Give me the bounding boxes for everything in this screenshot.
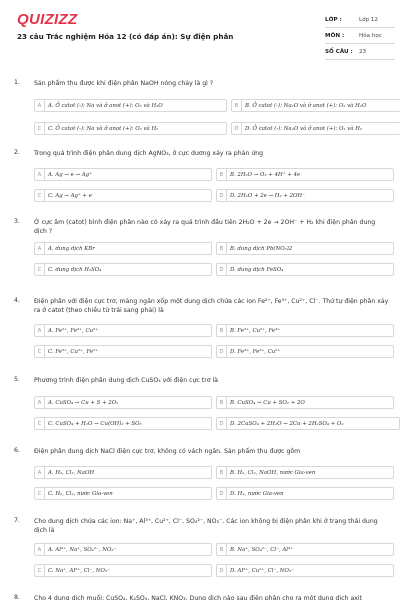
option-text: B. Ở catot (-): Na₂O và ở anot (+): O₂ và H₂O bbox=[245, 102, 367, 109]
option-d[interactable] bbox=[216, 564, 394, 577]
question-text: Cho 4 dung dịch muối: CuSO₄, K₂SO₄, NaCl, KNO₃. Dung dịch nào sau điện phân cho ra một dung dịch axit bbox=[34, 595, 363, 600]
option-text: A. Ag → e → Ag⁺ bbox=[48, 171, 92, 178]
meta-row-grade bbox=[325, 12, 395, 28]
question-text: Phương trình điện phân dung dịch CuSO₄ với điện cực trơ là bbox=[34, 377, 219, 384]
option-d[interactable] bbox=[216, 345, 394, 358]
option-b[interactable] bbox=[216, 242, 394, 255]
option-text: C. CuSO₄ + H₂O → Cu(OH)₂ + SO₃ bbox=[48, 420, 142, 427]
option-d[interactable] bbox=[216, 189, 394, 202]
option-a[interactable] bbox=[34, 242, 212, 255]
meta-row-count bbox=[325, 44, 395, 60]
option-b[interactable] bbox=[216, 466, 394, 479]
meta-info-table bbox=[325, 12, 395, 60]
option-text: A. dung dịch KBr bbox=[48, 245, 95, 252]
question-text: Sản phẩm thu được khi điện phân NaOH nóng chảy là gì ? bbox=[34, 80, 214, 87]
option-text: D. 2CuSO₄ + 2H₂O → 2Cu + 2H₂SO₄ + O₂ bbox=[230, 420, 344, 427]
option-letter: D bbox=[232, 123, 242, 134]
meta-value: Lớp 12 bbox=[359, 16, 378, 23]
option-text: B. CuSO₄ → Cu + SO₂ + 2O bbox=[230, 399, 305, 406]
option-text: C. Fe³⁺, Cu²⁺, Fe²⁺ bbox=[48, 348, 99, 355]
option-b[interactable] bbox=[216, 396, 394, 409]
option-letter: B bbox=[232, 100, 242, 111]
option-a[interactable] bbox=[34, 543, 212, 556]
option-text: B. 2H₂O → O₂ + 4H⁺ + 4e bbox=[230, 171, 301, 178]
question-number: 6. bbox=[14, 447, 20, 454]
meta-value: Hóa học bbox=[359, 32, 382, 39]
option-text: C. Na⁺, Al³⁺, Cl⁻, NO₃⁻ bbox=[48, 567, 110, 574]
question-number: 4. bbox=[14, 297, 20, 304]
option-text: C. Ở catot (-): Na và ở anot (+): O₂ và H₂ bbox=[48, 125, 159, 132]
option-text: B. dung dịch Pb(NO₃)2 bbox=[230, 245, 293, 252]
question-8 bbox=[0, 593, 400, 600]
option-letter: B bbox=[217, 544, 227, 555]
option-d[interactable] bbox=[216, 487, 394, 500]
option-a[interactable] bbox=[34, 466, 212, 479]
option-letter: C bbox=[35, 264, 45, 275]
option-letter: C bbox=[35, 190, 45, 201]
option-text: C. dung dịch H₂SO₄ bbox=[48, 266, 102, 273]
question-text: Điện phân dung dịch NaCl điện cực trơ, không có vách ngăn. Sản phẩm thu được gồm bbox=[34, 448, 301, 455]
meta-value: 23 bbox=[359, 48, 367, 55]
option-letter: B bbox=[217, 325, 227, 336]
option-text: B. Na⁺, SO₄²⁻, Cl⁻, Al³⁺ bbox=[230, 546, 294, 553]
option-text: A. Al³⁺, Na⁺, SO₄²⁻, NO₃⁻ bbox=[48, 546, 117, 553]
option-c[interactable] bbox=[34, 417, 212, 430]
option-letter: B bbox=[217, 243, 227, 254]
option-letter: C bbox=[35, 418, 45, 429]
option-letter: B bbox=[217, 397, 227, 408]
question-number: 3. bbox=[14, 218, 20, 225]
option-letter: D bbox=[217, 346, 227, 357]
option-text: A. H₂, Cl₂, NaOH bbox=[48, 469, 95, 476]
option-d[interactable] bbox=[231, 122, 400, 135]
option-letter: A bbox=[35, 100, 45, 111]
option-letter: A bbox=[35, 467, 45, 478]
meta-row-subject bbox=[325, 28, 395, 44]
option-letter: C bbox=[35, 123, 45, 134]
quizizz-logo: QUIZIZZ bbox=[17, 11, 78, 28]
question-number: 7. bbox=[14, 517, 20, 524]
option-text: B. H₂, Cl₂, NaOH, nước Gia-ven bbox=[230, 469, 316, 476]
meta-label: LỚP : bbox=[325, 16, 342, 23]
option-text: D. H₂, nước Gia-ven bbox=[230, 490, 284, 497]
option-c[interactable] bbox=[34, 487, 212, 500]
option-c[interactable] bbox=[34, 189, 212, 202]
option-c[interactable] bbox=[34, 122, 227, 135]
option-a[interactable] bbox=[34, 168, 212, 181]
question-text: Điện phân với điện cực trơ, màng ngăn xốp một dung dịch chứa các ion Fe²⁺, Fe³⁺, Cu²⁺, Cl⁻. Thứ tự điện phân xảy ra ở catot (theo chiều từ trái sang phải) là bbox=[34, 298, 389, 314]
question-number: 1. bbox=[14, 79, 20, 86]
option-b[interactable] bbox=[216, 543, 394, 556]
option-text: A. Fe²⁺, Fe³⁺, Cu²⁺ bbox=[48, 327, 99, 334]
option-a[interactable] bbox=[34, 396, 212, 409]
option-letter: D bbox=[217, 488, 227, 499]
option-a[interactable] bbox=[34, 99, 227, 112]
option-letter: D bbox=[217, 565, 227, 576]
option-text: D. Al³⁺, Cu²⁺, Cl⁻, NO₃⁻ bbox=[230, 567, 294, 574]
option-b[interactable] bbox=[216, 168, 394, 181]
option-c[interactable] bbox=[34, 263, 212, 276]
option-letter: D bbox=[217, 264, 227, 275]
meta-label: MÔN : bbox=[325, 32, 345, 39]
option-letter: B bbox=[217, 169, 227, 180]
meta-label: SỐ CÂU : bbox=[325, 48, 353, 55]
option-letter: A bbox=[35, 544, 45, 555]
document-header bbox=[0, 0, 400, 70]
option-text: B. Fe²⁺, Cu²⁺, Fe³⁺ bbox=[230, 327, 281, 334]
option-b[interactable] bbox=[231, 99, 400, 112]
option-a[interactable] bbox=[34, 324, 212, 337]
option-text: C. H₂, Cl₂, nước Gia-ven bbox=[48, 490, 113, 497]
option-text: D. Fe³⁺, Fe²⁺, Cu²⁺ bbox=[230, 348, 281, 355]
document-title: 23 câu Trắc nghiệm Hóa 12 (có đáp án): Sự điện phân bbox=[17, 32, 234, 41]
option-text: D. 2H₂O + 2e → H₂ + 2OH⁻ bbox=[230, 192, 305, 199]
option-letter: C bbox=[35, 346, 45, 357]
option-text: C. Ag → Ag⁺ + e bbox=[48, 192, 92, 199]
option-letter: A bbox=[35, 169, 45, 180]
option-letter: C bbox=[35, 488, 45, 499]
question-number: 5. bbox=[14, 376, 20, 383]
question-number: 2. bbox=[14, 149, 20, 156]
option-letter: D bbox=[217, 418, 227, 429]
question-number: 8. bbox=[14, 594, 20, 600]
option-c[interactable] bbox=[34, 564, 212, 577]
option-text: A. CuSO₄ → Cu + S + 2O₂ bbox=[48, 399, 119, 406]
option-text: D. Ở catot (-): Na₂O và ở anot (+): O₂ và H₂ bbox=[245, 125, 363, 132]
option-text: D. dung dịch FeSO₄ bbox=[230, 266, 284, 273]
option-c[interactable] bbox=[34, 345, 212, 358]
option-text: A. Ở catot (-): Na và ở anot (+): O₂ và H₂O bbox=[48, 102, 163, 109]
option-letter: A bbox=[35, 325, 45, 336]
question-text: Trong quá trình điện phân dung dịch AgNO₃, ở cực dương xảy ra phản ứng bbox=[34, 150, 264, 157]
option-letter: C bbox=[35, 565, 45, 576]
option-letter: A bbox=[35, 243, 45, 254]
option-d[interactable] bbox=[216, 263, 394, 276]
option-d[interactable] bbox=[216, 417, 400, 430]
option-b[interactable] bbox=[216, 324, 394, 337]
question-text: Cho dung dịch chứa các ion: Na⁺, Al³⁺, Cu²⁺, Cl⁻, SO₄²⁻, NO₃⁻. Các ion không bị điện phân khi ở trạng thái dung dịch là bbox=[34, 518, 378, 534]
question-text: Ở cực âm (catot) bình điện phân nào có xảy ra quá trình đầu tiên 2H₂O + 2e → 2OH⁻ + H₂ khi điện phân dung dịch ? bbox=[34, 219, 376, 235]
option-letter: D bbox=[217, 190, 227, 201]
option-letter: B bbox=[217, 467, 227, 478]
option-letter: A bbox=[35, 397, 45, 408]
